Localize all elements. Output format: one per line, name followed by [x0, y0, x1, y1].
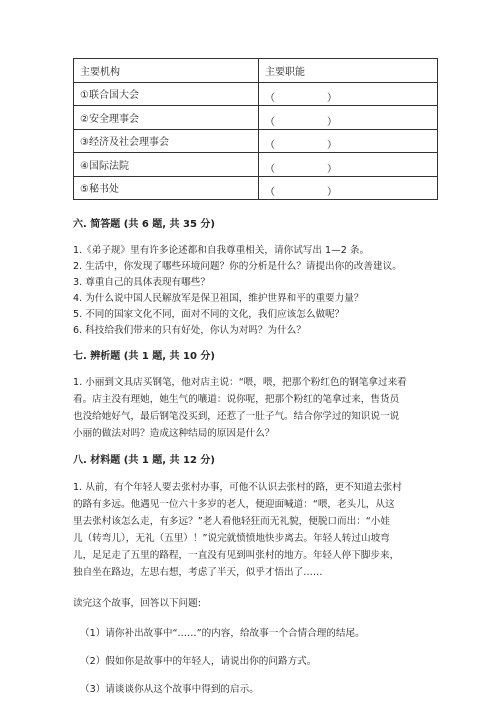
table-row	[74, 129, 438, 153]
passage-line: 儿，足足走了五里的路程，一直没有见到叫张村的地方。年轻人停下脚步来，	[73, 550, 400, 561]
org-name-cell: ②安全理事会	[74, 106, 259, 130]
table-header-cell: 主要职能	[259, 59, 438, 83]
question-line: 6. 科技给我们带来的只有好处，你认为对吗？为什么？	[73, 325, 306, 336]
function-blank-cell	[259, 153, 438, 177]
reading-prompt: 读完这个故事，回答以下问题:	[73, 598, 201, 609]
passage-line: 里去张村该怎么走，有多远？”老人看他轻狂而无礼貌，便脱口而出：“小娃	[73, 516, 390, 527]
section-title-short-answer: 六. 简答题 (共 6 题, 共 35 分)	[73, 219, 215, 230]
passage-line: 1. 小丽到文具店买钢笔，他对店主说：“喂，喂，把那个粉红色的钢笔拿过来看	[73, 377, 407, 388]
function-blank-cell	[259, 82, 438, 106]
function-blank-cell	[259, 129, 438, 153]
question-line: 3. 尊重自己的具体表现有哪些？	[73, 277, 210, 288]
sub-question: （2）假如你是故事中的年轻人，请说出你的问路方式。	[80, 656, 317, 667]
question-line: 1.《弟子规》里有许多论述都和自我尊重相关，请你试写出 1—2 条。	[73, 245, 370, 256]
blank-open-paren: （	[265, 187, 275, 199]
passage-line: 儿（转弯儿），无礼（五里）！”说完就愤愤地快步离去。年轻人转过山坡弯	[73, 533, 390, 544]
passage-line: 也没给她好气，最后钢笔没买到，还惹了一肚子气。结合你学过的知识说一说	[73, 411, 400, 422]
table-row	[74, 153, 438, 177]
blank-close-paren: ）	[327, 163, 337, 175]
passage-line: 独自坐在路边，左思右想，考虑了半天，似乎才悟出了……	[73, 567, 323, 578]
sub-question: （1）请你补出故事中“……”的内容，给故事一个合情合理的结尾。	[80, 628, 365, 639]
un-organs-table	[73, 58, 438, 200]
blank-open-paren: （	[265, 93, 275, 105]
blank-close-paren: ）	[327, 116, 337, 128]
function-blank-cell	[259, 106, 438, 130]
org-name-cell: ⑤秘书处	[74, 176, 259, 200]
section-title-analysis: 七. 辨析题 (共 1 题, 共 10 分)	[73, 351, 215, 362]
table-row	[74, 82, 438, 106]
passage-line: 小丽的做法对吗？造成这种结局的原因是什么？	[73, 428, 275, 439]
passage-line: 的路有多远。他遇见一位六十多岁的老人，便迎面喊道：“喂，老头儿，从这	[73, 499, 395, 510]
blank-open-paren: （	[265, 163, 275, 175]
sub-question: （3）请谈谈你从这个故事中得到的启示。	[80, 684, 259, 695]
table-row	[74, 176, 438, 200]
org-name-cell: ①联合国大会	[74, 82, 259, 106]
section-title-material: 八. 材料题 (共 1 题, 共 12 分)	[73, 455, 215, 466]
table-header-row	[74, 59, 438, 83]
blank-close-paren: ）	[327, 93, 337, 105]
blank-open-paren: （	[265, 116, 275, 128]
blank-close-paren: ）	[327, 187, 337, 199]
function-blank-cell	[259, 176, 438, 200]
org-name-cell: ④国际法院	[74, 153, 259, 177]
table-row	[74, 106, 438, 130]
blank-close-paren: ）	[327, 140, 337, 152]
passage-line: 1. 从前，有个年轻人要去张村办事，可他不认识去张村的路，更不知道去张村	[73, 482, 402, 493]
question-line: 5. 不同的国家文化不同，面对不同的文化，我们应该怎么做呢？	[73, 309, 345, 320]
blank-open-paren: （	[265, 140, 275, 152]
question-line: 2. 生活中，你发现了哪些环境问题？你的分析是什么？请提出你的改善建议。	[73, 261, 402, 272]
table-header-cell: 主要机构	[74, 59, 259, 83]
question-line: 4. 为什么说中国人民解放军是保卫祖国，维护世界和平的重要力量？	[73, 293, 364, 304]
org-name-cell: ③经济及社会理事会	[74, 129, 259, 153]
passage-line: 看。店主没有理她，她生气的嚷道：说你呢，把那个粉红的笔拿过来，售货员	[73, 394, 400, 405]
